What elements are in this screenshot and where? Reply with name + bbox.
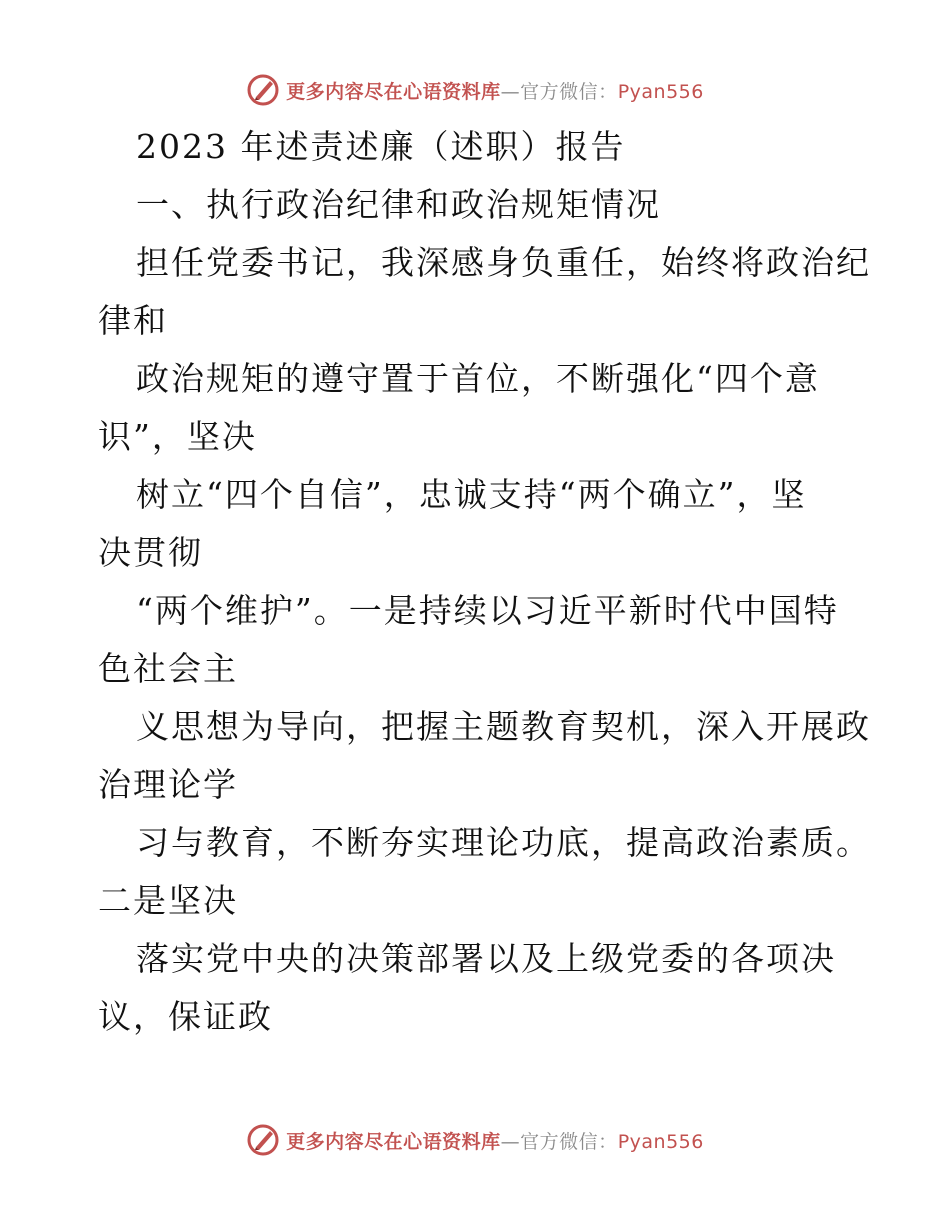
watermark-text [286, 77, 704, 104]
paragraph-line: 治理论学 [98, 765, 238, 804]
section-heading: 一、执行政治纪律和政治规矩情况 [136, 185, 661, 224]
paragraph-line: 习与教育，不断夯实理论功底，提高政治素质。 [136, 823, 871, 862]
paragraph-line: 二是坚决 [98, 881, 238, 920]
quill-pen-logo-icon [246, 73, 280, 107]
paragraph-line: 律和 [98, 301, 168, 340]
paragraph-line: 义思想为导向，把握主题教育契机，深入开展政 [136, 707, 871, 746]
paragraph-line: 议，保证政 [98, 997, 273, 1036]
header-watermark [0, 70, 950, 110]
watermark-wechat-id: Pyan556 [617, 1130, 704, 1153]
paragraph-line: 树立“四个自信”，忠诚支持“两个确立”，坚 [136, 475, 807, 514]
quill-pen-logo-icon [246, 1123, 280, 1157]
paragraph-line: 色社会主 [98, 649, 238, 688]
watermark-text [286, 1127, 704, 1154]
watermark-wechat-label: 官方微信： [520, 1130, 618, 1153]
watermark-dash: — [500, 80, 521, 103]
watermark-dash: — [500, 1130, 521, 1153]
paragraph-line: 政治规矩的遵守置于首位，不断强化“四个意 [136, 359, 820, 398]
watermark-wechat-id: Pyan556 [617, 80, 704, 103]
watermark-prefix: 更多内容尽在心语资料库 [286, 80, 501, 103]
paragraph-line: 决贯彻 [98, 533, 203, 572]
document-body [98, 118, 871, 1046]
document-title: 2023 年述责述廉（述职）报告 [136, 127, 626, 166]
paragraph-line: 识”，坚决 [98, 417, 257, 456]
watermark-prefix: 更多内容尽在心语资料库 [286, 1130, 501, 1153]
watermark-wechat-label: 官方微信： [520, 80, 618, 103]
paragraph-line: 落实党中央的决策部署以及上级党委的各项决 [136, 939, 836, 978]
paragraph-line: 担任党委书记，我深感身负重任，始终将政治纪 [136, 243, 871, 282]
footer-watermark [0, 1120, 950, 1160]
paragraph-line: “两个维护”。一是持续以习近平新时代中国特 [136, 591, 839, 630]
